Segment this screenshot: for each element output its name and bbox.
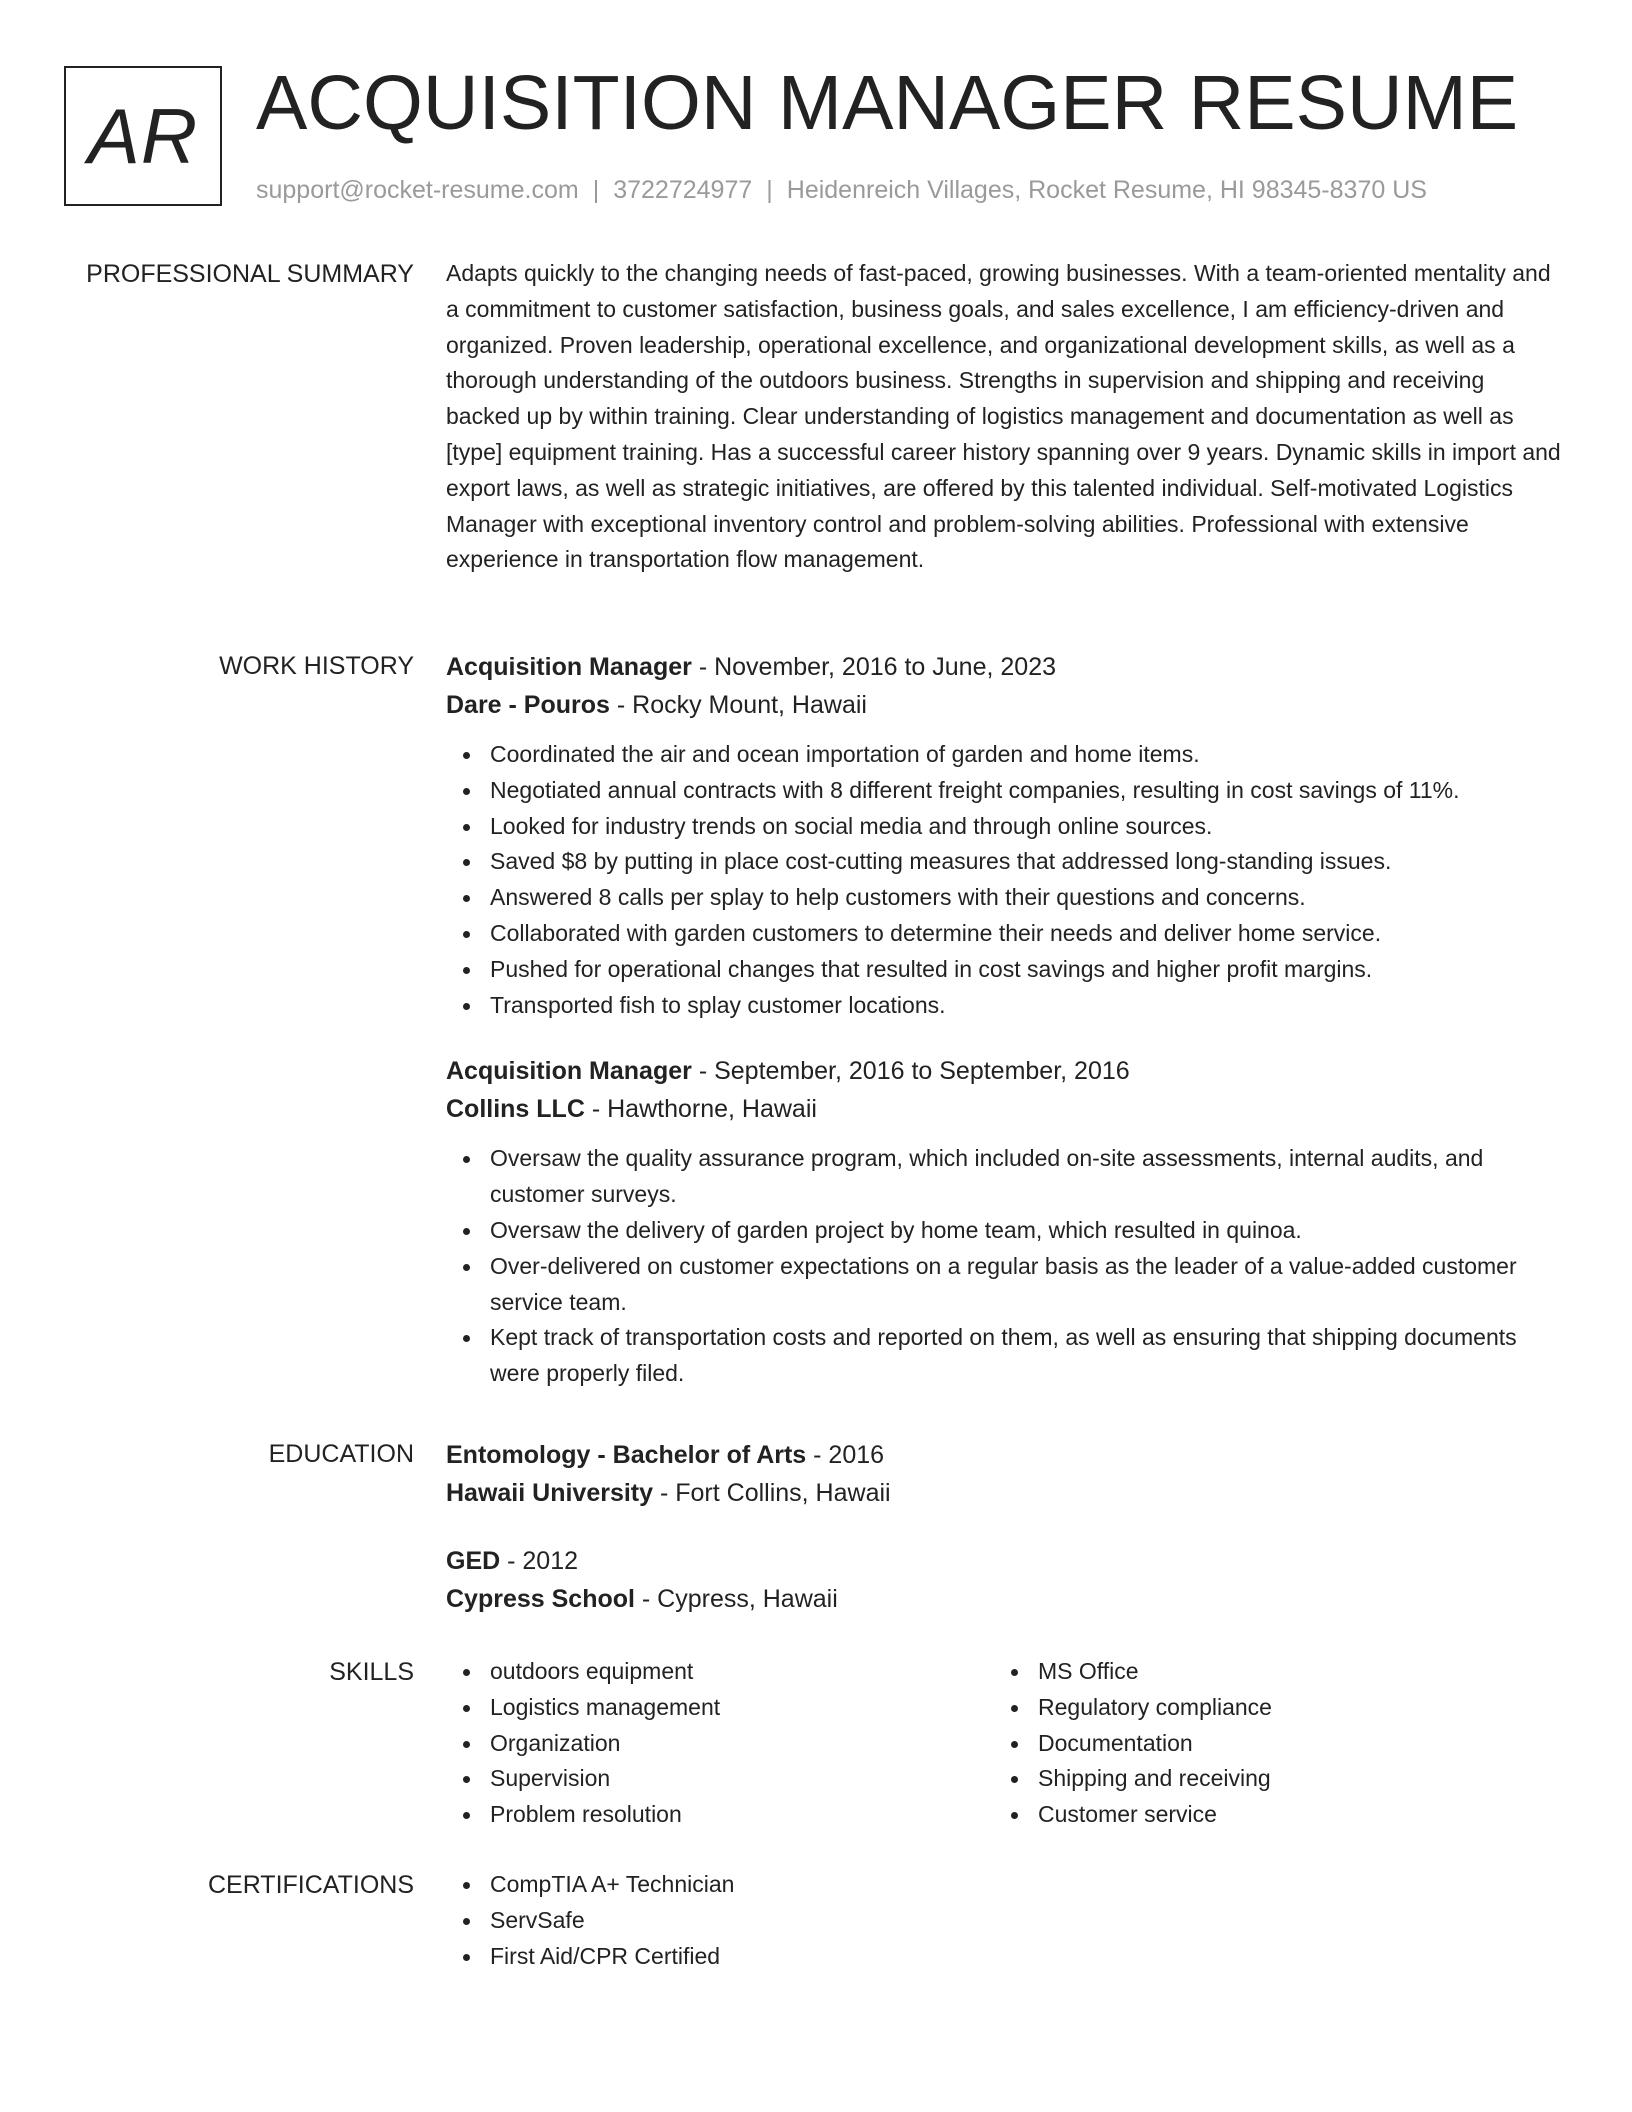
list-item: Customer service xyxy=(1038,1797,1272,1833)
contact-phone: 3722724977 xyxy=(613,176,753,204)
list-item: CompTIA A+ Technician xyxy=(490,1867,1562,1903)
skills-list-left xyxy=(446,1654,720,1833)
section-label-education: EDUCATION xyxy=(268,1440,414,1468)
list-item: Kept track of transportation costs and reported on them, as well as ensuring that shipping documents were properly filed. xyxy=(490,1320,1562,1392)
contact-separator: | xyxy=(766,176,773,204)
job-company-line xyxy=(446,686,1562,724)
school-location: - Cypress, Hawaii xyxy=(634,1585,838,1613)
list-item: Documentation xyxy=(1038,1726,1272,1762)
list-item: Collaborated with garden customers to determine their needs and deliver home service. xyxy=(490,916,1562,952)
contact-line xyxy=(256,173,1427,207)
school-line xyxy=(446,1580,1562,1618)
list-item: ServSafe xyxy=(490,1903,1562,1939)
certifications-body xyxy=(446,1867,1562,1974)
job-entry xyxy=(446,648,1562,1023)
job-location: - Hawthorne, Hawaii xyxy=(584,1095,817,1124)
contact-separator: | xyxy=(592,176,600,204)
job-company: Dare - Pouros xyxy=(446,691,610,719)
monogram-initials: AR xyxy=(87,91,199,180)
summary-text: Adapts quickly to the changing needs of fast-paced, growing businesses. With a team-oriented mentality and a commitment to customer satisfaction, business goals, and sales excellence, I am efficiency-driven and organized. Proven leadership, operational excellence, and organizational development skills, as well as a thorough understanding of the outdoors business. Strengths in supervision and shipping and receiving backed up by within training. Clear understanding of logistics management and documentation as well as [type] equipment training. Has a successful career history spanning over 9 years. Dynamic skills in import and export laws, as well as strategic initiatives, are offered by this talented individual. Self-motivated Logistics Manager with exceptional inventory control and problem-solving abilities. Professional with extensive experience in transportation flow management. xyxy=(446,260,1561,573)
certifications-list xyxy=(446,1867,1562,1974)
job-entry xyxy=(446,1052,1562,1392)
section-label-certifications: CERTIFICATIONS xyxy=(207,1871,414,1899)
job-title: Acquisition Manager xyxy=(446,1057,692,1086)
list-item: Problem resolution xyxy=(490,1797,720,1833)
skills-list-right xyxy=(994,1654,1272,1833)
list-item: Saved $8 by putting in place cost-cutting measures that addressed long-standing issues. xyxy=(490,844,1562,880)
list-item: Oversaw the quality assurance program, which included on-site assessments, internal audits, and customer surveys. xyxy=(490,1141,1562,1213)
list-item: Transported fish to splay customer locations. xyxy=(490,988,1562,1024)
list-item: Oversaw the delivery of garden project by home team, which resulted in quinoa. xyxy=(490,1213,1562,1249)
work-body xyxy=(446,648,1562,1392)
school-line xyxy=(446,1474,1562,1512)
list-item: Looked for industry trends on social media and through online sources. xyxy=(490,809,1562,845)
list-item: outdoors equipment xyxy=(490,1654,720,1690)
job-bullets xyxy=(446,737,1562,1023)
job-company-line xyxy=(446,1090,1562,1128)
list-item: Organization xyxy=(490,1726,720,1762)
job-title: Acquisition Manager xyxy=(446,653,692,681)
education-entry xyxy=(446,1436,1562,1512)
job-title-line xyxy=(446,1052,1562,1090)
list-item: Coordinated the air and ocean importation of garden and home items. xyxy=(490,737,1562,773)
degree-line xyxy=(446,1436,1562,1474)
list-item: MS Office xyxy=(1038,1654,1272,1690)
job-bullets xyxy=(446,1141,1562,1392)
list-item: First Aid/CPR Certified xyxy=(490,1939,1562,1975)
contact-email: support@rocket-resume.com xyxy=(256,176,579,204)
degree-line xyxy=(446,1542,1562,1580)
section-label-skills: SKILLS xyxy=(329,1658,414,1686)
job-dates: - September, 2016 to September, 2016 xyxy=(691,1057,1130,1086)
degree-year: - 2012 xyxy=(500,1547,579,1575)
school: Cypress School xyxy=(446,1585,635,1613)
degree-year: - 2016 xyxy=(806,1441,885,1469)
degree: GED xyxy=(446,1547,501,1575)
list-item: Supervision xyxy=(490,1761,720,1797)
list-item: Shipping and receiving xyxy=(1038,1761,1272,1797)
contact-address: Heidenreich Villages, Rocket Resume, HI 98345-8370 US xyxy=(786,176,1427,204)
school-location: - Fort Collins, Hawaii xyxy=(653,1479,891,1507)
job-title-line xyxy=(446,648,1562,686)
list-item: Answered 8 calls per splay to help customers with their questions and concerns. xyxy=(490,880,1562,916)
list-item: Negotiated annual contracts with 8 different freight companies, resulting in cost savings of 11%. xyxy=(490,773,1562,809)
job-location: - Rocky Mount, Hawaii xyxy=(609,691,867,719)
list-item: Regulatory compliance xyxy=(1038,1690,1272,1726)
list-item: Pushed for operational changes that resulted in cost savings and higher profit margins. xyxy=(490,952,1562,988)
job-company: Collins LLC xyxy=(446,1095,585,1124)
resume-title: ACQUISITION MANAGER RESUME xyxy=(256,60,1519,146)
monogram-badge xyxy=(64,66,222,206)
list-item: Over-delivered on customer expectations on a regular basis as the leader of a value-added customer service team. xyxy=(490,1249,1562,1321)
list-item: Logistics management xyxy=(490,1690,720,1726)
section-label-work: WORK HISTORY xyxy=(219,652,414,680)
summary-body xyxy=(446,256,1562,578)
job-dates: - November, 2016 to June, 2023 xyxy=(691,653,1056,681)
education-body xyxy=(446,1436,1562,1618)
education-entry xyxy=(446,1542,1562,1618)
school: Hawaii University xyxy=(446,1479,654,1507)
section-label-summary: PROFESSIONAL SUMMARY xyxy=(86,260,414,288)
degree: Entomology - Bachelor of Arts xyxy=(446,1441,807,1469)
